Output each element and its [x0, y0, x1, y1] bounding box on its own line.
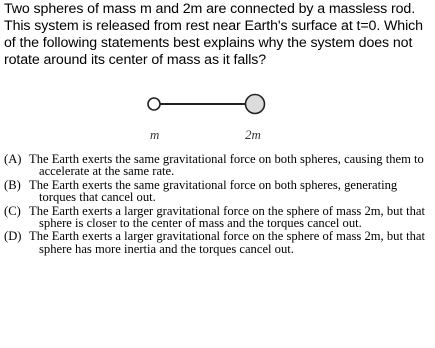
question-text: Two spheres of mass m and 2m are connected by a massless rod. This system is released from rest near Earth's surface at t=0. Which of the following statements best explains why the system does not rotate around its center of mass as it falls? — [4, 1, 423, 68]
option-b-letter: (B) — [4, 177, 21, 192]
option-b-text: The Earth exerts the same gravitational force on both spheres, generating torques that cancel out. — [29, 177, 398, 205]
option-b[interactable] — [4, 179, 432, 204]
rod-svg — [0, 86, 435, 152]
option-c[interactable] — [4, 205, 432, 230]
option-d-letter: (D) — [4, 229, 22, 244]
mass-label-m: m — [150, 127, 160, 142]
answer-options — [4, 153, 432, 256]
option-a[interactable] — [4, 153, 432, 178]
mass-label-2m: 2m — [245, 127, 261, 142]
small-sphere — [148, 98, 160, 110]
option-a-letter: (A) — [4, 152, 22, 166]
option-d[interactable] — [4, 230, 432, 255]
option-c-letter: (C) — [4, 203, 21, 218]
option-c-text: The Earth exerts a larger gravitational force on the sphere of mass 2m, but that sphere is closer to the center of mass and the torques cancel out. — [29, 203, 425, 231]
option-d-text: The Earth exerts a larger gravitational force on the sphere of mass 2m, but that sphere has more inertia and the torques cancel out. — [29, 229, 425, 256]
large-sphere — [246, 95, 265, 114]
rod-diagram — [0, 86, 435, 152]
option-a-text: The Earth exerts the same gravitational force on both spheres, causing them to accelerate at the same rate. — [29, 152, 424, 179]
